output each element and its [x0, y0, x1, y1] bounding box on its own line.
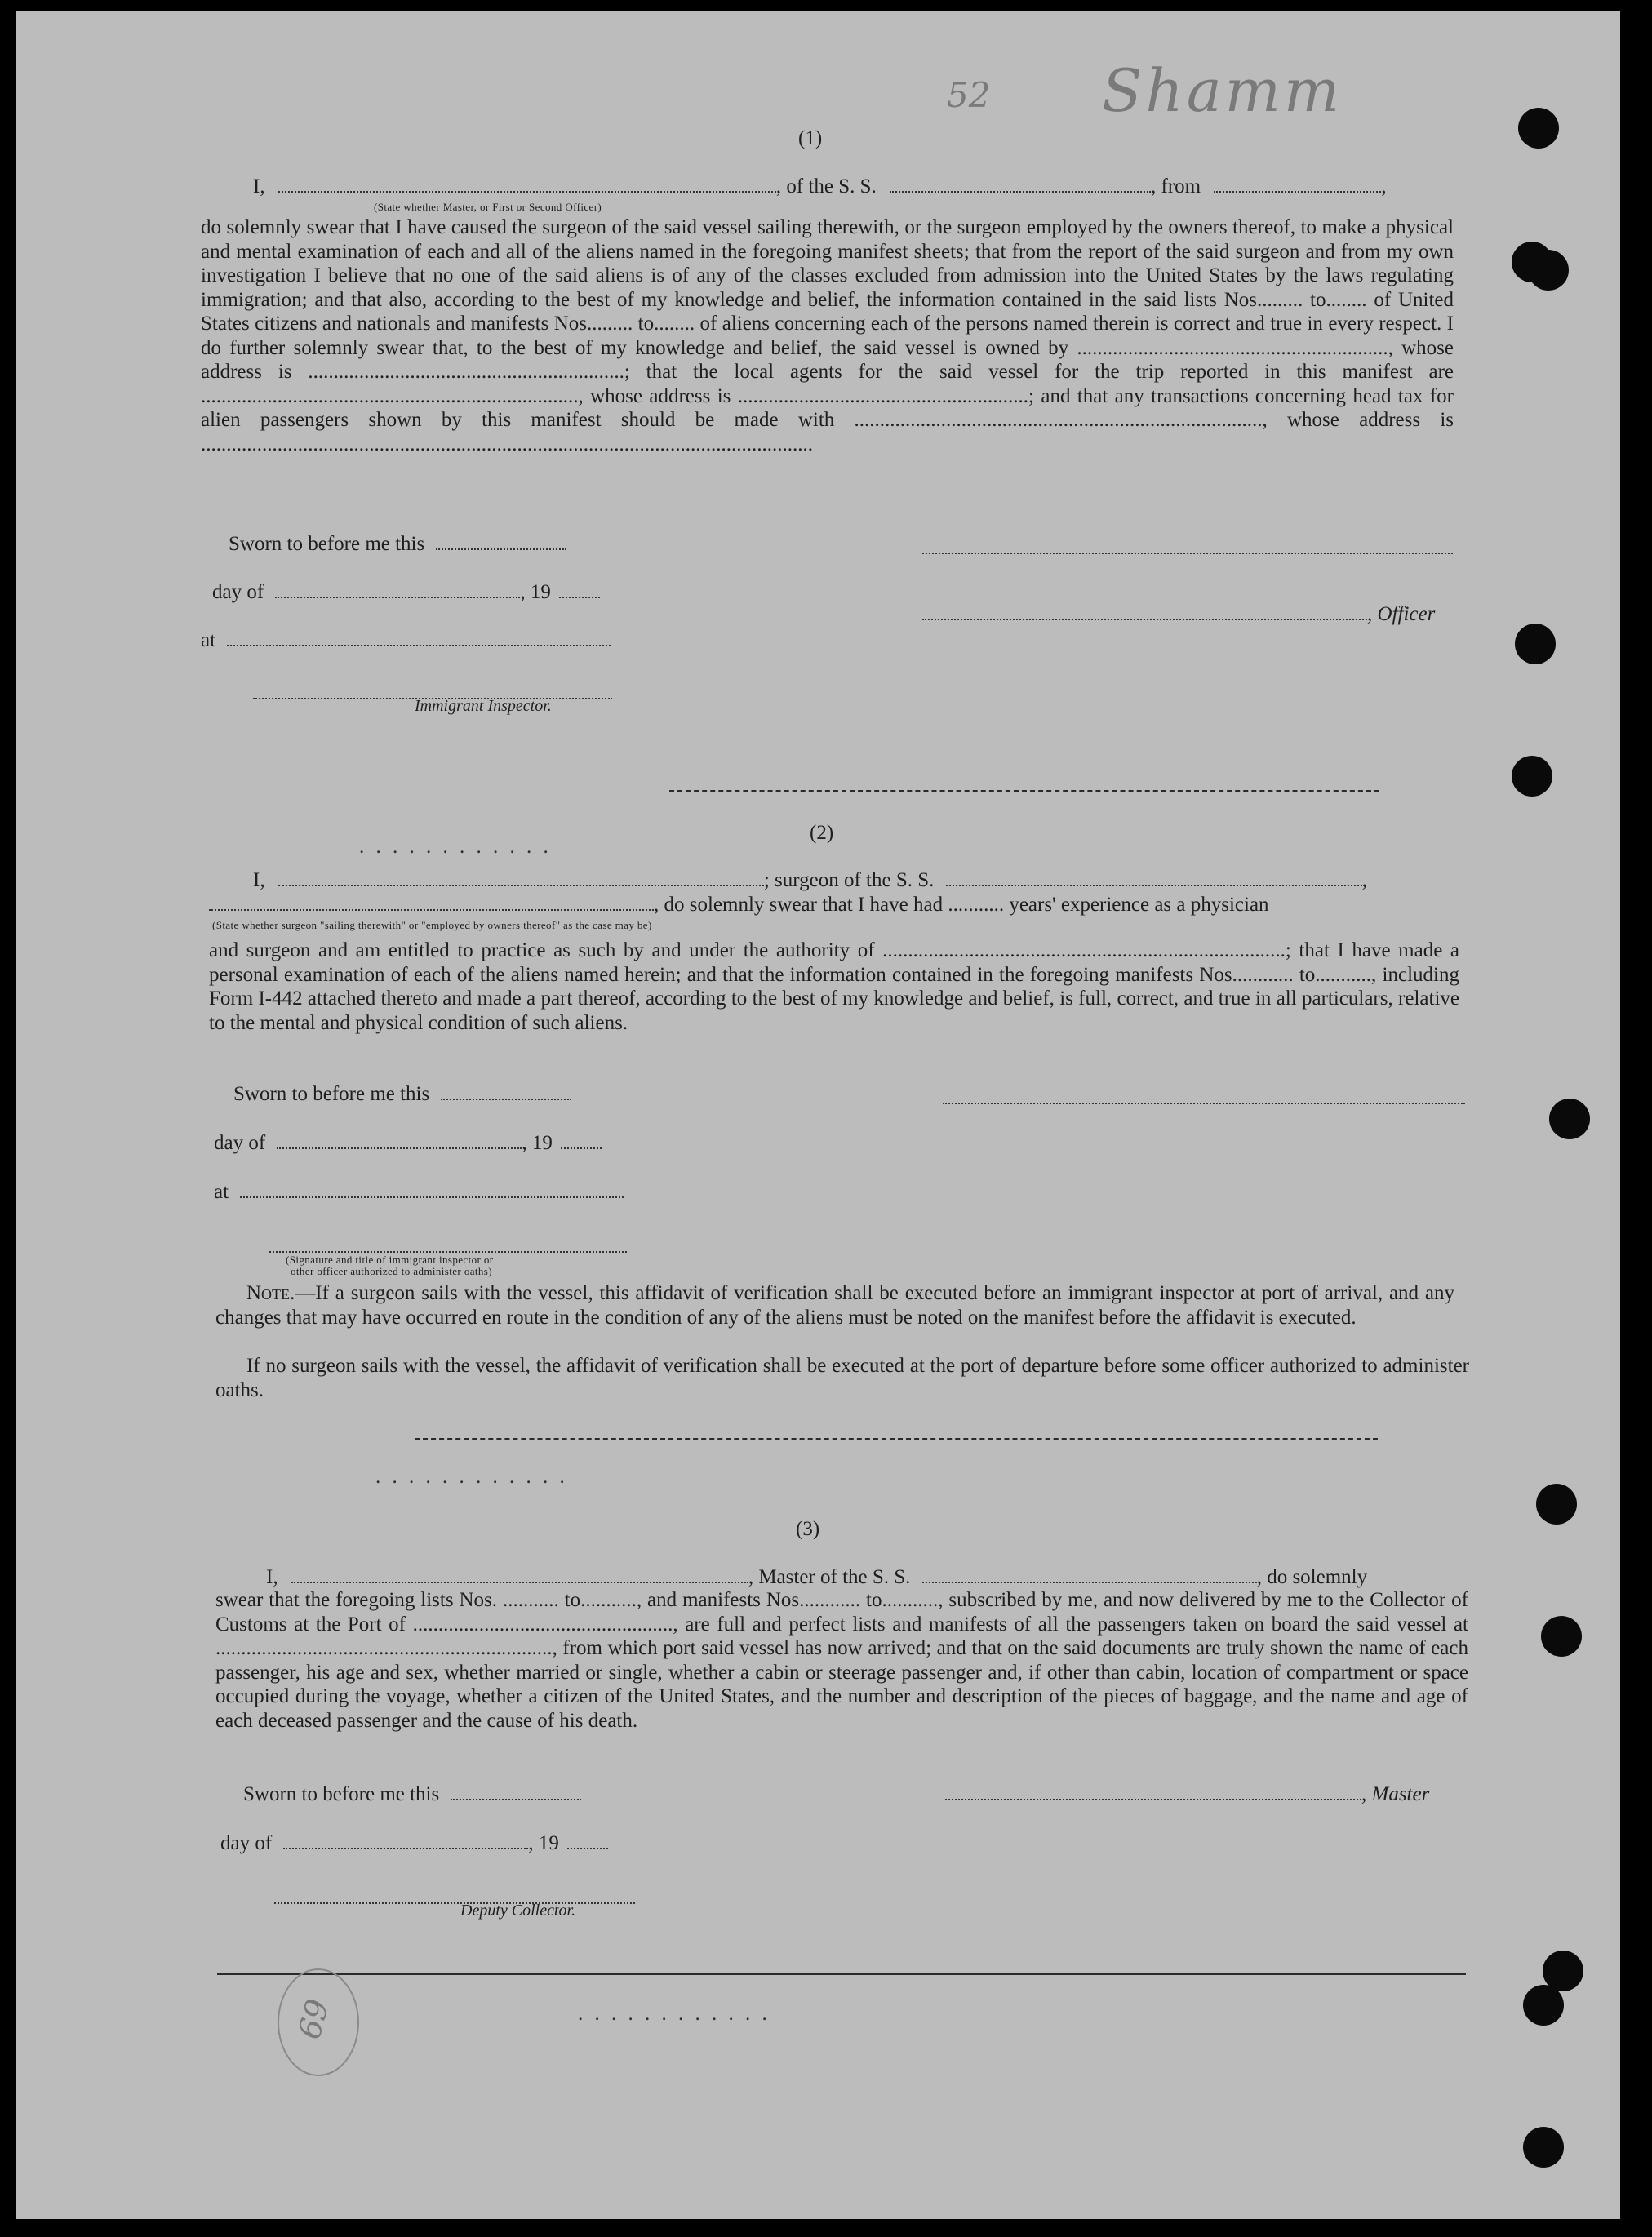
section-2-number: (2): [810, 822, 834, 844]
punch-hole: [1523, 2127, 1564, 2168]
section-1-number: (1): [798, 127, 823, 149]
section-2-sig-caption-1: (Signature and title of immigrant inspector or: [286, 1254, 494, 1266]
section-1-day-of: day of , 19: [212, 580, 600, 604]
section-3-body: swear that the foregoing lists Nos. ........... to..........., and manifests Nos............ to..........., subscribed by me, and now delivered by me to the Collector of Customs at the Port of ..................................................., are full and perfect lists and manifests of all the passengers taken on board the said vessel at .................................................................., from which port said vessel has now arrived; and that on the said documents are truly shown the name of each passenger, his age and sex, whether married or single, whether a cabin or steerage passenger and, if other than cabin, location of compartment or space occupied during the voyage, whether a citizen of the United States, and the number and description of the pieces of baggage, and the name and age of each deceased passenger and the cause of his death.: [215, 1589, 1468, 1732]
section-3-number: (3): [796, 1518, 820, 1540]
section-2-sworn: Sworn to before me this: [233, 1082, 571, 1106]
section-2-note: Note.—If a surgeon sails with the vessel, this affidavit of verification shall be executed before an immigrant inspector at port of arrival, and any changes that may have occurred en route in the condition of any of the aliens must be noted on the manifest before the affidavit is executed.: [215, 1282, 1454, 1329]
manifest-affidavit-page: [16, 11, 1620, 2219]
section-3-deputy-line: [274, 1893, 635, 1908]
punch-hole: [1541, 1616, 1582, 1657]
section-1-officer-blank-1: [922, 544, 1453, 558]
section-2-physician-signature-line: [943, 1094, 1465, 1108]
section-1-sworn: Sworn to before me this: [229, 532, 566, 556]
faint-dots: . . . . . . . . . . . .: [359, 836, 552, 858]
punch-hole: [1549, 1099, 1590, 1139]
section-3-day-of: day of , 19: [220, 1831, 608, 1855]
bottom-rule: [217, 1973, 1466, 1975]
section-3-line-1: I, , Master of the S. S. , do solemnly: [266, 1566, 1368, 1588]
section-1-officer-line: , Officer: [922, 602, 1435, 626]
section-1-at: at: [201, 628, 611, 652]
punch-hole: [1512, 756, 1552, 797]
section-2-line-2: , do solemnly swear that I have had ........... years' experience as a physician: [209, 893, 1269, 917]
handwritten-circle-number: 69: [291, 1995, 336, 2044]
handwritten-name: Shamm: [1102, 56, 1343, 125]
handwritten-number: 52: [947, 75, 991, 115]
section-2-day-of: day of , 19: [214, 1131, 602, 1155]
section-1-line-1: I, , of the S. S. , from ,: [253, 175, 1387, 198]
section-1-body: do solemnly swear that I have caused the surgeon of the said vessel sailing therewith, or the surgeon employed by the owners thereof, to make a physical and mental examination of each and all of the aliens named in the foregoing manifest sheets; that from the report of the said surgeon and from my own investigation I believe that no one of the said aliens is of any of the classes excluded from admission into the United States by the laws regulating immigration; and that also, according to the best of my knowledge and belief, the information contained in the said lists Nos......... to........ of United States citizens and nationals and manifests Nos......... to........ of aliens concerning each of the persons named therein is correct and true in every respect. I do further solemnly swear that, to the best of my knowledge and belief, the said vessel is owned by ............................................................., whose address is ..............................................................; that the local agents for the said vessel for the trip reported in this manifest are .........................................................................., whose address is .........................................................; and that any transactions concerning head tax for alien passengers shown by this manifest should be made with ................................................................................, whose address is ........................................................................................................................: [201, 216, 1454, 455]
section-2-sig-caption-2: other officer authorized to administer oaths): [291, 1265, 492, 1277]
punch-hole: [1518, 108, 1559, 149]
punch-hole: [1515, 624, 1556, 664]
section-3-sworn: Sworn to before me this: [243, 1782, 581, 1806]
section-1-inspector-label: Immigrant Inspector.: [415, 697, 552, 715]
section-2-body: and surgeon and am entitled to practice as such by and under the authority of ...............................................................................; that I have made a personal examination of each of the aliens named herein; and that the information contained in the foregoing manifests Nos............ to..........., including Form I-442 attached thereto and made a part thereof, according to the best of my knowledge and belief, is full, correct, and true in all particulars, relative to the mental and physical condition of such aliens.: [209, 939, 1459, 1034]
section-2-caption: (State whether surgeon "sailing therewith" or "employed by owners thereof" as the case may be): [212, 919, 652, 931]
section-divider: [415, 1438, 1378, 1440]
section-2-line-1: I, ; surgeon of the S. S. ,: [253, 869, 1367, 891]
section-2-at: at: [214, 1180, 624, 1204]
section-1-caption: (State whether Master, or First or Second Officer): [374, 201, 602, 213]
faint-dots: . . . . . . . . . . . .: [375, 1466, 568, 1488]
faint-dots: . . . . . . . . . . . .: [578, 2003, 770, 2025]
section-2-note-2: If no surgeon sails with the vessel, the affidavit of verification shall be executed at the port of departure before some officer authorized to administer oaths.: [215, 1355, 1469, 1401]
section-3-deputy-label: Deputy Collector.: [460, 1902, 576, 1920]
punch-hole: [1528, 250, 1569, 291]
section-divider: [669, 790, 1379, 792]
section-3-master-line: , Master: [945, 1782, 1429, 1806]
punch-hole: [1523, 1985, 1564, 2026]
punch-hole: [1536, 1484, 1577, 1525]
